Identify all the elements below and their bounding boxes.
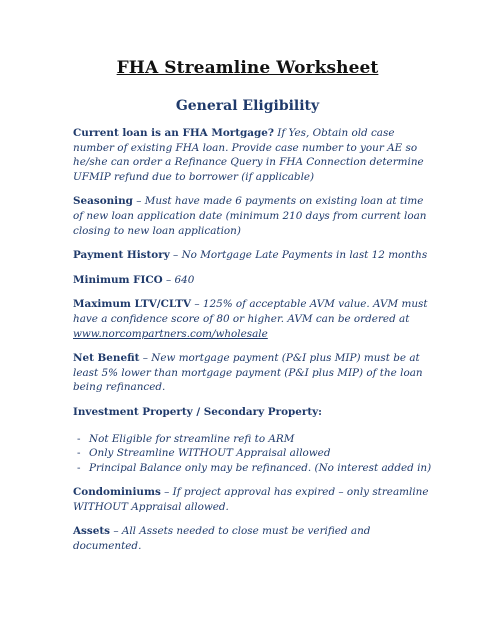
assets-text: All Assets needed to close must be verified and documented.	[73, 525, 371, 553]
list-item-text: Not Eligible for streamline refi to ARM	[89, 432, 295, 445]
investment-property-heading: Investment Property / Secondary Property:	[73, 405, 323, 418]
list-item-text: Principal Balance only may be refinanced. (No interest added in)	[89, 461, 432, 474]
avm-order-link[interactable]: www.norcompartners.com/wholesale	[73, 327, 268, 340]
condominiums-text: If project approval has expired – only streamline WITHOUT Appraisal allowed.	[73, 486, 429, 513]
max-ltv-paragraph	[73, 297, 433, 341]
current-loan-text: If Yes, Obtain old case number of existing FHA loan. Provide case number to your AE so he/she can order a Refinance Query in FHA Connection determine UFMIP refund due to borrower (if applicable)	[73, 127, 424, 183]
payment-history-separator: –	[169, 249, 182, 262]
list-item	[73, 446, 433, 461]
assets-paragraph	[73, 524, 433, 553]
minimum-fico-separator: –	[162, 273, 175, 286]
list-item	[73, 461, 433, 476]
net-benefit-label: Net Benefit	[73, 352, 140, 365]
payment-history-label: Payment History	[73, 249, 170, 262]
net-benefit-separator: –	[139, 352, 152, 365]
condominiums-paragraph	[73, 485, 433, 514]
minimum-fico-paragraph	[73, 273, 433, 288]
seasoning-label: Seasoning	[73, 195, 133, 208]
section-subtitle: General Eligibility	[175, 98, 320, 114]
seasoning-text: Must have made 6 payments on existing loan at time of new loan application date (minimum 210 days from current loan closing to new loan application)	[73, 195, 427, 237]
condominiums-label: Condominiums	[73, 486, 161, 499]
dash-bullet-icon: -	[77, 461, 81, 474]
list-item-text: Only Streamline WITHOUT Appraisal allowed	[89, 447, 331, 460]
payment-history-paragraph	[73, 248, 433, 263]
page-title: FHA Streamline Worksheet	[116, 58, 379, 78]
dash-bullet-icon: -	[77, 447, 81, 460]
max-ltv-separator: –	[191, 298, 203, 311]
max-ltv-text: 125% of acceptable AVM value. AVM must have a confidence score of 80 or higher. AVM can be ordered at	[73, 298, 428, 325]
net-benefit-paragraph	[73, 351, 433, 395]
payment-history-text: No Mortgage Late Payments in last 12 months	[181, 249, 428, 262]
net-benefit-text: New mortgage payment (P&I plus MIP) must be at least 5% lower than mortgage payment (P&I plus MIP) of the loan being refinanced.	[73, 352, 423, 394]
minimum-fico-label: Minimum FICO	[73, 273, 163, 286]
minimum-fico-value: 640	[174, 273, 195, 286]
dash-bullet-icon: -	[77, 432, 81, 445]
worksheet-content	[73, 126, 433, 564]
assets-separator: –	[110, 525, 122, 538]
seasoning-separator: –	[132, 195, 145, 208]
seasoning-paragraph	[73, 194, 433, 238]
current-loan-label: Current loan is an FHA Mortgage?	[73, 127, 274, 139]
list-item	[73, 432, 433, 447]
current-loan-paragraph	[73, 126, 433, 184]
condominiums-separator: –	[160, 486, 173, 499]
max-ltv-label: Maximum LTV/CLTV	[73, 298, 192, 311]
investment-property-list	[73, 432, 433, 476]
assets-label: Assets	[73, 525, 111, 538]
